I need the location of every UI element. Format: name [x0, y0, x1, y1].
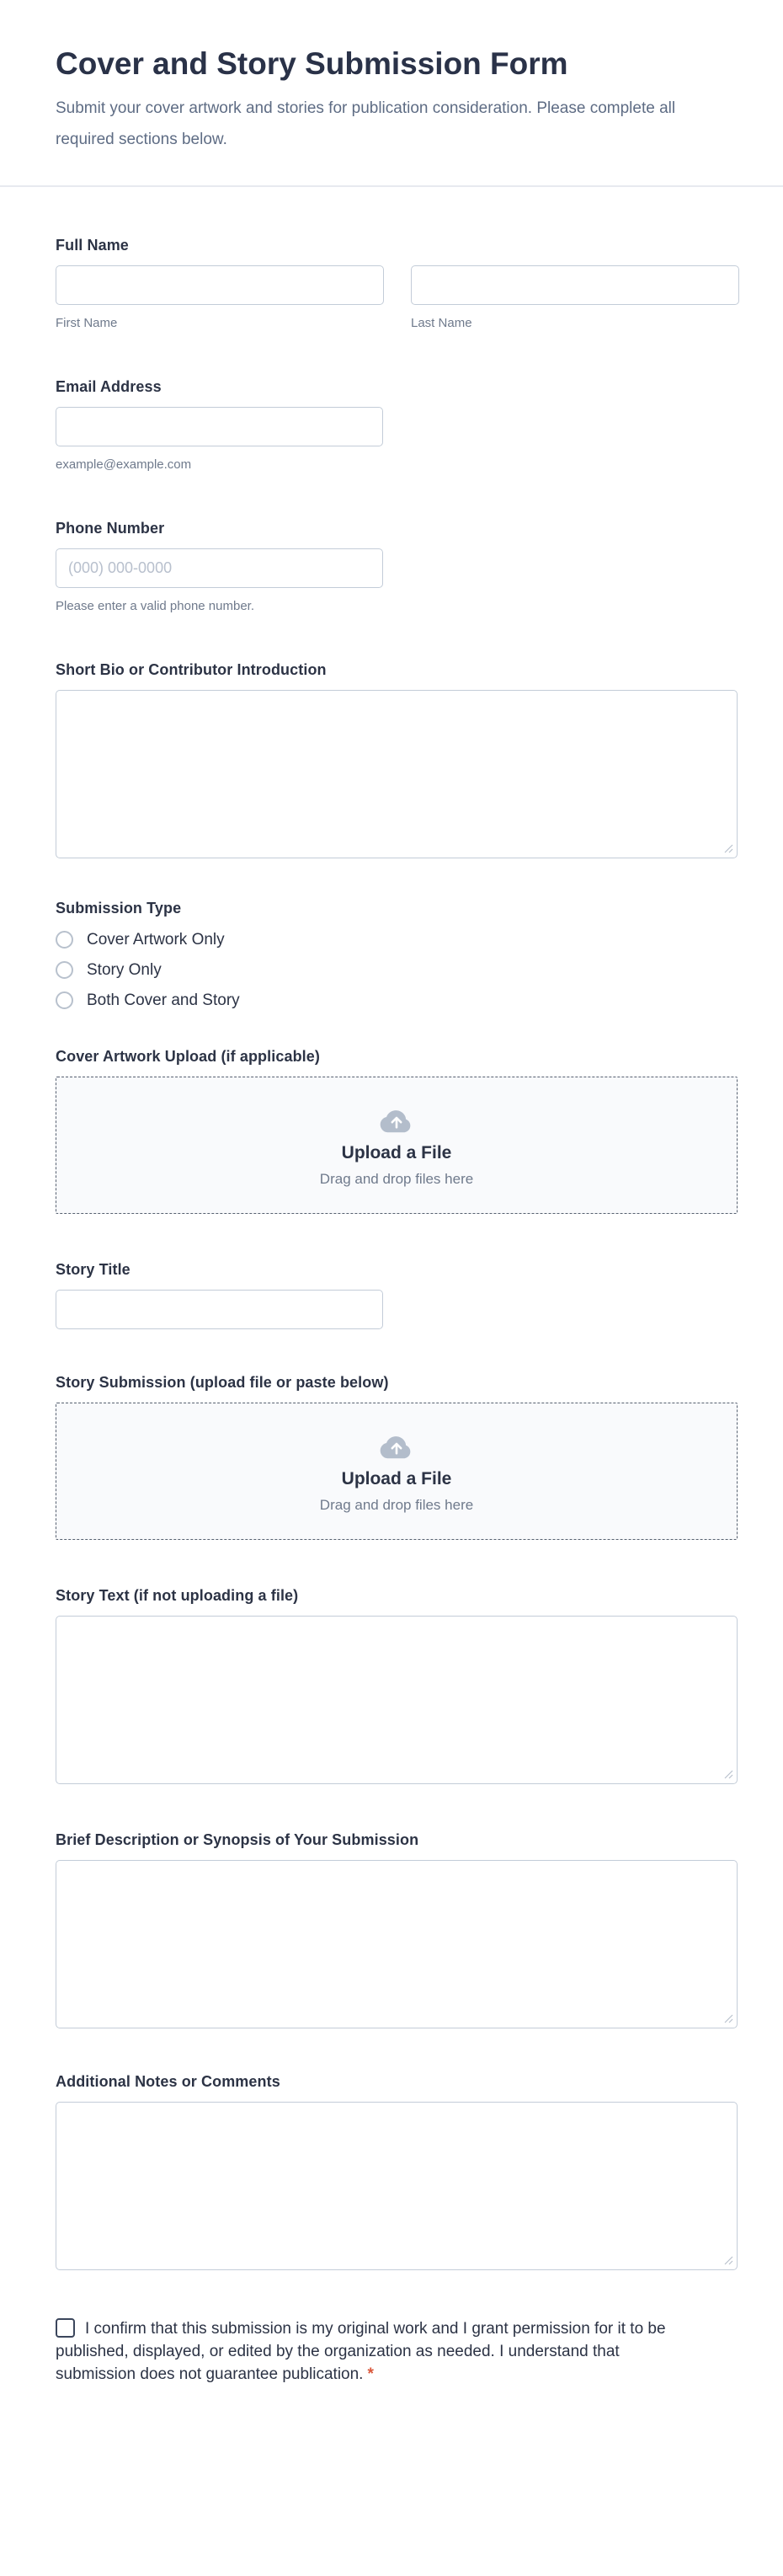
story-upload-dropzone[interactable] — [56, 1403, 738, 1540]
last-name-sublabel: Last Name — [411, 316, 472, 330]
form-subtitle: Submit your cover artwork and stories for publication consideration. Please complete all required sections below. — [56, 99, 676, 148]
cover-upload-title: Upload a File — [341, 1143, 452, 1162]
radio-button-icon[interactable] — [56, 961, 73, 979]
full-name-row — [56, 265, 739, 331]
field-notes — [56, 2072, 739, 2270]
first-name-sublabel: First Name — [56, 316, 118, 330]
required-asterisk: * — [367, 2365, 374, 2383]
story-title-label: Story Title — [56, 1261, 130, 1278]
description-label: Brief Description or Synopsis of Your Submission — [56, 1831, 419, 1848]
field-phone — [56, 519, 739, 614]
story-upload-hint: Drag and drop files here — [319, 1497, 474, 1513]
form-header — [0, 0, 783, 185]
cover-upload-label: Cover Artwork Upload (if applicable) — [56, 1048, 320, 1065]
field-bio — [56, 660, 739, 858]
field-full-name — [56, 236, 739, 331]
story-title-input[interactable] — [56, 1290, 383, 1329]
email-label: Email Address — [56, 378, 162, 395]
submission-type-label: Submission Type — [56, 900, 182, 917]
story-text-textarea-wrap — [56, 1616, 738, 1784]
last-name-column — [411, 265, 739, 331]
bio-label: Short Bio or Contributor Introduction — [56, 661, 327, 678]
description-textarea-wrap — [56, 1860, 738, 2028]
field-story-text — [56, 1586, 739, 1784]
radio-option-label: Both Cover and Story — [87, 991, 240, 1009]
story-upload-label: Story Submission (upload file or paste below) — [56, 1374, 389, 1391]
field-story-upload — [56, 1373, 739, 1540]
story-text-textarea[interactable] — [56, 1616, 738, 1784]
field-story-title — [56, 1260, 739, 1329]
last-name-input[interactable] — [411, 265, 739, 305]
story-text-label: Story Text (if not uploading a file) — [56, 1587, 299, 1604]
submission-type-options — [56, 931, 739, 1009]
story-upload-title: Upload a File — [341, 1469, 452, 1488]
consent-label: I confirm that this submission is my original work and I grant permission for it to be published, displayed, or edited by the organization as needed. I understand that submission does not guarantee publication. — [56, 2320, 666, 2383]
form-body — [0, 236, 783, 2386]
field-email — [56, 377, 739, 473]
phone-sublabel: Please enter a valid phone number. — [56, 599, 254, 613]
field-description — [56, 1830, 739, 2028]
radio-option-both-cover-and-story[interactable] — [56, 991, 739, 1009]
notes-textarea-wrap — [56, 2102, 738, 2270]
radio-button-icon[interactable] — [56, 991, 73, 1009]
full-name-label: Full Name — [56, 237, 129, 254]
email-input[interactable] — [56, 407, 383, 446]
email-sublabel: example@example.com — [56, 457, 192, 472]
field-submission-type — [56, 899, 739, 1009]
cover-upload-dropzone[interactable] — [56, 1077, 738, 1214]
cloud-upload-icon — [376, 1429, 417, 1462]
page-title: Cover and Story Submission Form — [56, 46, 568, 81]
description-textarea[interactable] — [56, 1860, 738, 2028]
consent-row — [56, 2317, 668, 2386]
phone-input[interactable] — [56, 548, 383, 588]
radio-option-cover-artwork-only[interactable] — [56, 931, 739, 949]
first-name-input[interactable] — [56, 265, 384, 305]
notes-label: Additional Notes or Comments — [56, 2073, 280, 2090]
radio-option-story-only[interactable] — [56, 961, 739, 979]
cloud-upload-icon — [376, 1103, 417, 1136]
consent-checkbox[interactable] — [56, 2318, 75, 2338]
radio-option-label: Cover Artwork Only — [87, 931, 225, 949]
radio-option-label: Story Only — [87, 961, 162, 979]
field-cover-upload — [56, 1047, 739, 1214]
radio-button-icon[interactable] — [56, 931, 73, 949]
first-name-column — [56, 265, 384, 331]
phone-label: Phone Number — [56, 520, 165, 537]
bio-textarea[interactable] — [56, 690, 738, 858]
cover-upload-hint: Drag and drop files here — [319, 1171, 474, 1187]
notes-textarea[interactable] — [56, 2102, 738, 2270]
header-divider — [0, 185, 783, 187]
bio-textarea-wrap — [56, 690, 738, 858]
